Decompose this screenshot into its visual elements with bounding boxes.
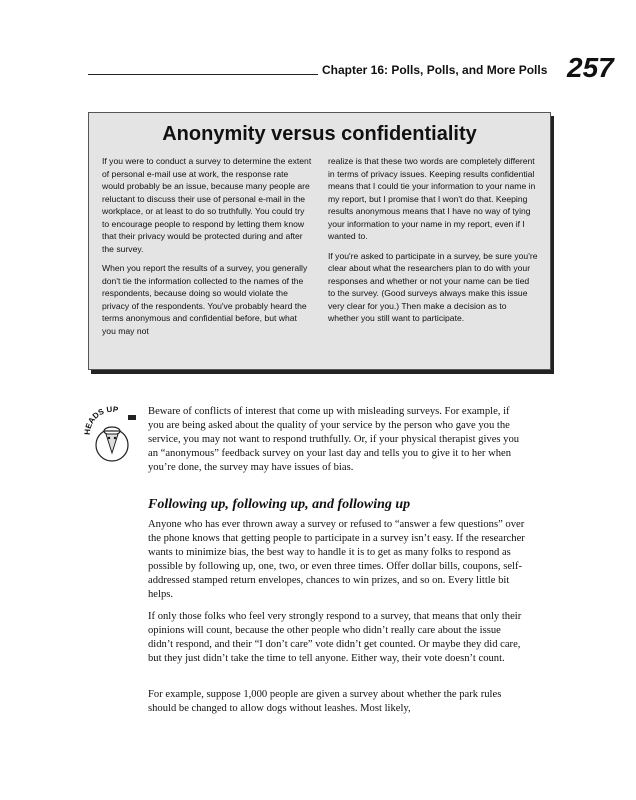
sidebar-right-column <box>328 155 538 332</box>
sidebar-box <box>88 112 551 370</box>
sidebar-paragraph: If you were to conduct a survey to determine the extent of personal e-mail use at work, the response rate would probably be an issue, because many people are reluctant to discuss their use of personal e-mail in the workplace, or at least to do so truthfully. You could try to encourage people to respond by letting them know that their privacy would be protected during and after the survey. <box>102 156 312 254</box>
sidebar-left-column <box>102 155 312 344</box>
sidebar-title: Anonymity versus confidentiality <box>162 123 477 145</box>
heads-up-paragraph: Beware of conflicts of interest that come up with misleading surveys. For example, if you are being asked about the quality of your service by the person who gave you the service, you may not want to respond truthfully. Or, if your physical therapist gives you an “anonymous” feedback survey on your last day and tells you to give it to her when you’re done, the survey may have issues of bias. <box>148 406 520 473</box>
header-rule <box>88 74 318 75</box>
sidebar-paragraph: If you're asked to participate in a survey, be sure you're clear about what the researchers plan to do with your responses and whether or not your name can be tied to the survey. (Good surveys always make this issue very clear for you.) Then make a decision as to whether you still want to participate. <box>328 250 538 323</box>
heads-up-label: HEADS UP <box>82 405 119 436</box>
sidebar-paragraph: realize is that these two words are completely different in terms of privacy issues. Keeping results confidential means that I could tie your information to your name in my report, but I promise that I won't do that. Keeping results anonymous means that I have no way of tying your information to your name in my report, even if I wanted to. <box>328 156 536 241</box>
heads-up-icon <box>82 405 140 463</box>
body-paragraph: If only those folks who feel very strongly respond to a survey, that means that only their opinions will count, because the other people who didn’t really care about the issue didn’t respond, and their “I don’t care” vote didn’t get counted. Or maybe they did care, but they just didn’t take the time to tell anyone. Either way, their vote doesn’t count. <box>148 611 522 664</box>
body-paragraph: For example, suppose 1,000 people are given a survey about whether the park rules should be changed to allow dogs without leashes. Most likely, <box>148 689 502 714</box>
chapter-title: Chapter 16: Polls, Polls, and More Polls <box>322 63 548 77</box>
section-heading: Following up, following up, and following up <box>148 497 411 512</box>
body-paragraph: Anyone who has ever thrown away a survey or refused to “answer a few questions” over the phone knows that getting people to participate in a survey isn’t easy. If the researcher wants to minimize bias, the best way to handle it is to get as many folks to respond as possible by following up, one, two, or even three times. Offer dollar bills, coupons, self-addressed stamped return envelopes, chances to win prizes, and so on. Every little bit helps. <box>148 519 525 600</box>
page-number: 257 <box>567 52 614 83</box>
sidebar-paragraph: When you report the results of a survey, you generally don't tie the information collected to the names of the respondents, because doing so would violate the privacy of the respondents. You've probably heard the terms anonymous and confidential before, but what you may not <box>102 263 308 336</box>
heads-up-text <box>148 405 528 475</box>
